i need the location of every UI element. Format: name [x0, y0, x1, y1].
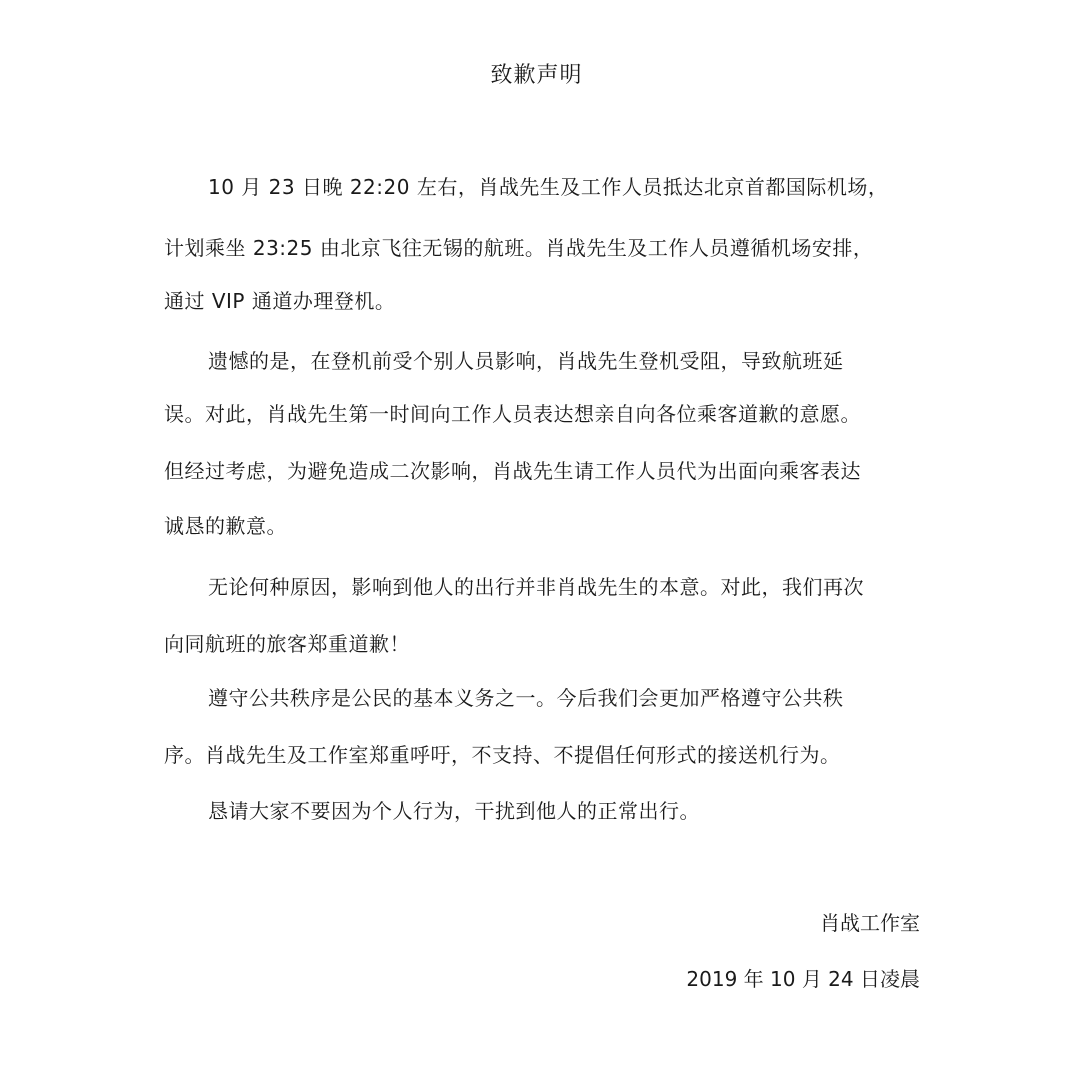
body-line: 计划乘坐 23:25 由北京飞往无锡的航班。肖战先生及工作人员遵循机场安排， [164, 236, 874, 260]
body-line: 通过 VIP 通道办理登机。 [164, 289, 396, 313]
document-title: 致歉声明 [490, 63, 583, 88]
body-line: 遵守公共秩序是公民的基本义务之一。今后我们会更加严格遵守公共秩 [208, 686, 844, 710]
body-line: 向同航班的旅客郑重道歉！ [164, 632, 410, 656]
signature-date: 2019 年 10 月 24 日凌晨 [686, 967, 920, 991]
body-line: 但经过考虑，为避免造成二次影响，肖战先生请工作人员代为出面向乘客表达 [164, 459, 861, 483]
body-line: 误。对此，肖战先生第一时间向工作人员表达想亲自向各位乘客道歉的意愿。 [164, 402, 861, 426]
body-line: 无论何种原因，影响到他人的出行并非肖战先生的本意。对此，我们再次 [208, 575, 864, 599]
body-line: 10 月 23 日晚 22:20 左右，肖战先生及工作人员抵达北京首都国际机场， [208, 175, 889, 199]
body-line: 诚恳的歉意。 [164, 514, 287, 538]
body-line: 遗憾的是，在登机前受个别人员影响，肖战先生登机受阻，导致航班延 [208, 349, 844, 373]
signature-org: 肖战工作室 [820, 911, 920, 935]
body-line: 序。肖战先生及工作室郑重呼吁，不支持、不提倡任何形式的接送机行为。 [164, 743, 841, 767]
body-line: 恳请大家不要因为个人行为，干扰到他人的正常出行。 [208, 799, 700, 823]
